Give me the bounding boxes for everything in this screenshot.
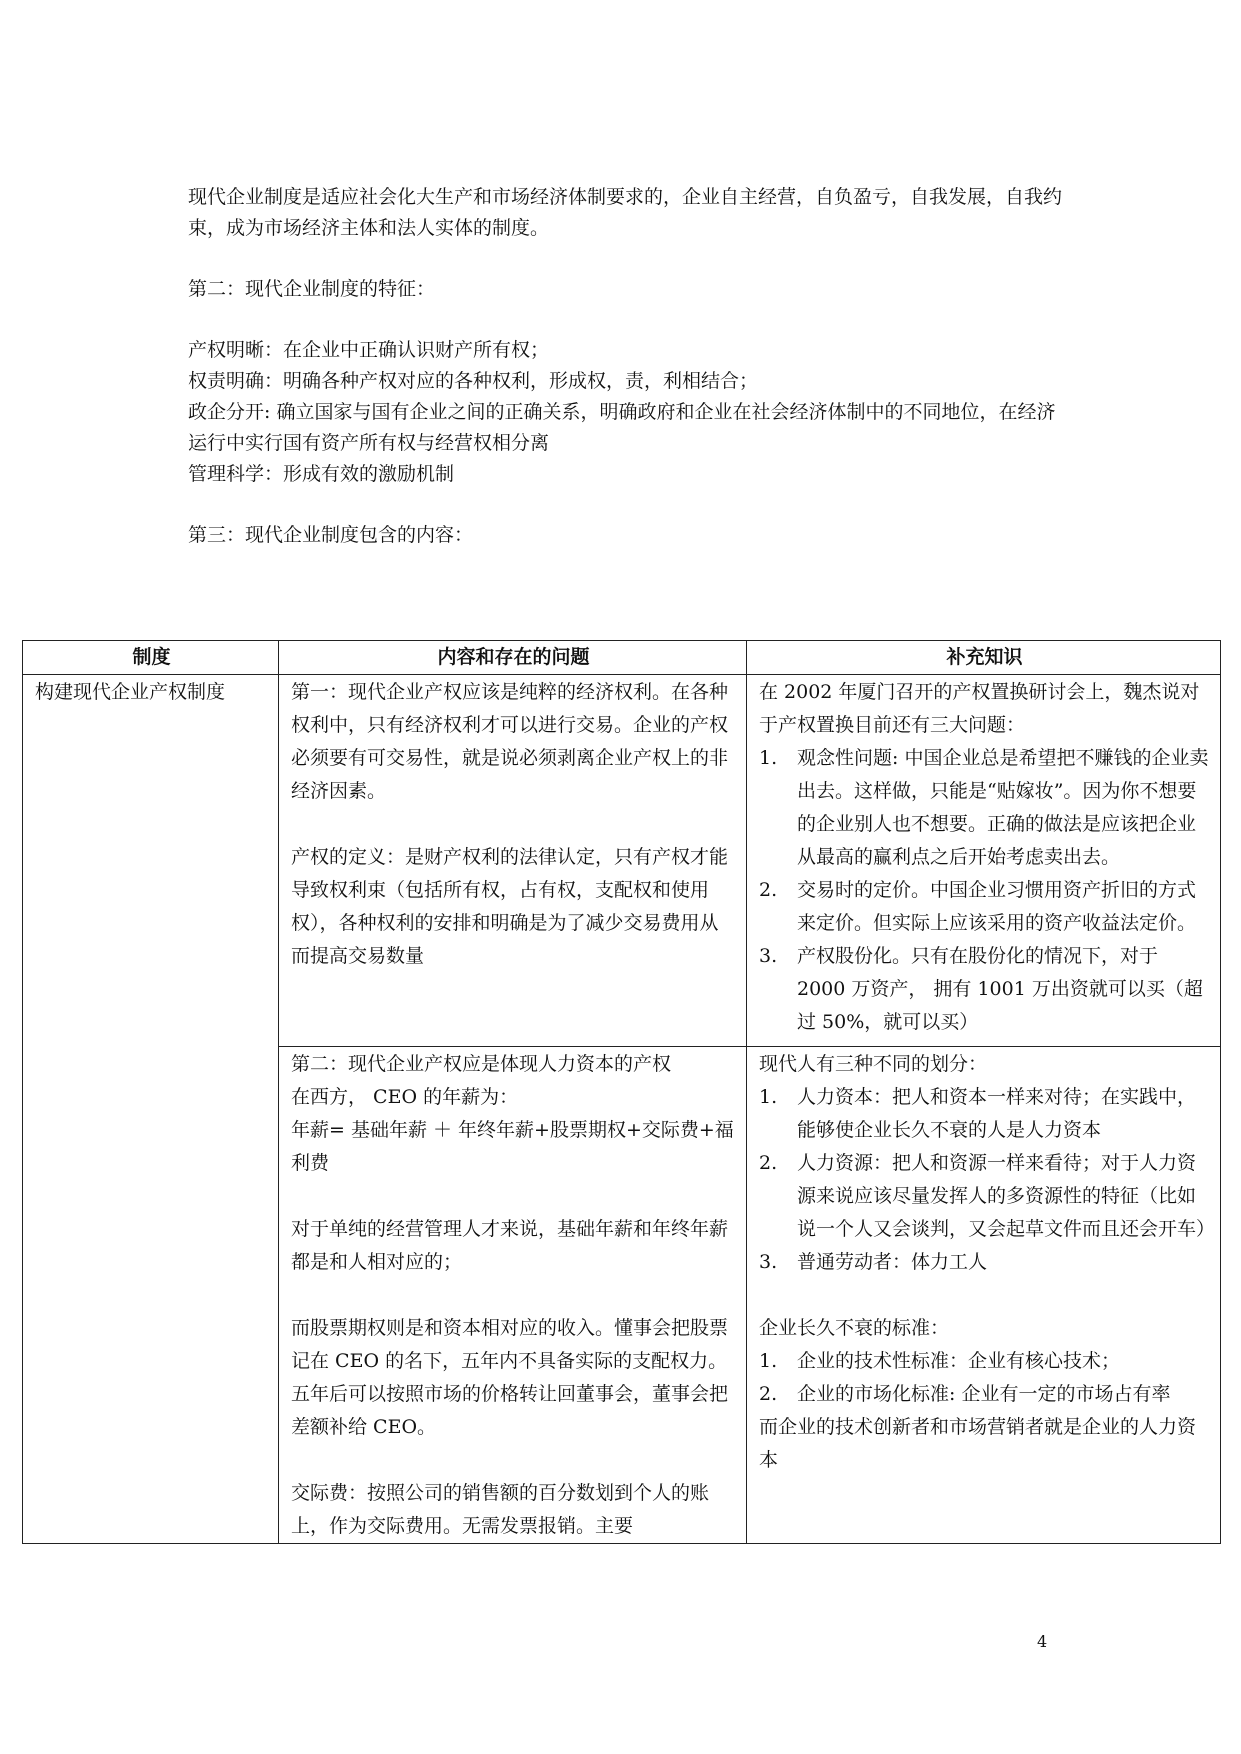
list-item	[759, 1246, 1210, 1279]
intro-section	[188, 182, 1068, 551]
list-number: 1.	[759, 1086, 778, 1108]
feature-item: 管理科学：形成有效的激励机制	[188, 463, 455, 485]
list-number: 2.	[759, 1152, 778, 1174]
list-item	[759, 1147, 1216, 1246]
supplement-intro: 现代人有三种不同的划分：	[759, 1053, 988, 1075]
spacer	[188, 244, 1068, 274]
header-system: 制度	[23, 641, 279, 675]
list-text: 人力资源：把人和资源一样来看待；对于人力资源来说应该尽量发挥人的多资源性的特征（比如说一个人又会谈判，又会起草文件而且还会开车）	[797, 1152, 1216, 1240]
list-text: 企业的技术性标准：企业有核心技术；	[797, 1350, 1121, 1372]
supplement-cell	[747, 675, 1221, 1047]
list-item	[759, 1081, 1210, 1147]
content-line: 年薪= 基础年薪 ＋ 年终年薪+股票期权+交际费+福利费	[291, 1119, 734, 1174]
content-paragraph: 交际费：按照公司的销售额的百分数划到个人的账上，作为交际费用。无需发票报销。主要	[291, 1482, 710, 1537]
content-paragraph: 产权的定义：是财产权利的法律认定，只有产权才能导致权利束（包括所有权，占有权，支配权和使用权），各种权利的安排和明确是为了减少交易费用从而提高交易数量	[291, 846, 729, 967]
list-item	[759, 1378, 1210, 1411]
list-text: 人力资本：把人和资本一样来对待；在实践中，能够使企业长久不衰的人是人力资本	[797, 1086, 1197, 1141]
list-number: 2.	[759, 1383, 778, 1405]
feature-item: 产权明晰：在企业中正确认识财产所有权；	[188, 339, 550, 361]
list-number: 1.	[759, 747, 778, 769]
feature-item: 权责明确：明确各种产权对应的各种权利，形成权，责，利相结合；	[188, 370, 759, 392]
header-content: 内容和存在的问题	[279, 641, 747, 675]
definition-paragraph: 现代企业制度是适应社会化大生产和市场经济体制要求的，企业自主经营，自负盈亏，自我发展，自我约束，成为市场经济主体和法人实体的制度。	[188, 186, 1063, 239]
list-number: 3.	[759, 945, 778, 967]
section-heading-2: 第二：现代企业制度的特征：	[188, 278, 436, 300]
feature-item: 政企分开: 确立国家与国有企业之间的正确关系，明确政府和企业在社会经济体制中的不同地位，在经济运行中实行国有资产所有权与经营权相分离	[188, 401, 1056, 454]
spacer	[188, 490, 1068, 520]
content-paragraph: 第一：现代企业产权应该是纯粹的经济权利。在各种权利中，只有经济权利才可以进行交易。企业的产权必须要有可交易性，就是说必须剥离企业产权上的非经济因素。	[291, 681, 729, 802]
spacer	[291, 1279, 736, 1312]
content-cell	[279, 1047, 747, 1544]
list-text: 产权股份化。只有在股份化的情况下，对于 2000 万资产， 拥有 1001 万出资就可以买（超过 50%，就可以买）	[797, 945, 1203, 1033]
list-text: 普通劳动者：体力工人	[797, 1251, 988, 1273]
numbered-list	[759, 1081, 1216, 1279]
supplement-intro: 在 2002 年厦门召开的产权置换研讨会上，魏杰说对于产权置换目前还有三大问题：	[759, 681, 1200, 736]
table-row	[23, 675, 1221, 1047]
standard-intro: 企业长久不衰的标准：	[759, 1317, 950, 1339]
content-line: 在西方， CEO 的年薪为：	[291, 1086, 519, 1108]
content-line: 第二：现代企业产权应是体现人力资本的产权	[291, 1053, 672, 1075]
content-cell	[279, 675, 747, 1047]
spacer	[291, 808, 736, 841]
list-item	[759, 742, 1210, 874]
header-supplement: 补充知识	[747, 641, 1221, 675]
list-item	[759, 940, 1210, 1039]
list-text: 交易时的定价。中国企业习惯用资产折旧的方式来定价。但实际上应该采用的资产收益法定价。	[797, 879, 1197, 934]
spacer	[759, 1279, 1210, 1312]
numbered-list	[759, 1345, 1210, 1411]
spacer	[291, 1180, 736, 1213]
supplement-cell	[747, 1047, 1221, 1544]
page-number: 4	[1037, 1632, 1048, 1651]
spacer	[188, 305, 1068, 335]
system-table	[22, 640, 1221, 1544]
list-number: 3.	[759, 1251, 778, 1273]
numbered-list	[759, 742, 1210, 1039]
content-paragraph: 而股票期权则是和资本相对应的收入。懂事会把股票记在 CEO 的名下，五年内不具备实际的支配权力。五年后可以按照市场的价格转让回董事会，董事会把差额补给 CEO。	[291, 1317, 729, 1438]
list-item	[759, 1345, 1210, 1378]
list-number: 2.	[759, 879, 778, 901]
list-number: 1.	[759, 1350, 778, 1372]
content-paragraph: 对于单纯的经营管理人才来说，基础年薪和年终年薪都是和人相对应的；	[291, 1218, 729, 1273]
system-cell	[23, 675, 279, 1544]
list-item	[759, 874, 1210, 940]
list-text: 企业的市场化标准: 企业有一定的市场占有率	[797, 1383, 1171, 1405]
spacer	[291, 1444, 736, 1477]
system-name: 构建现代企业产权制度	[35, 681, 226, 703]
section-heading-3: 第三：现代企业制度包含的内容：	[188, 524, 474, 546]
supplement-conclusion: 而企业的技术创新者和市场营销者就是企业的人力资本	[759, 1416, 1197, 1471]
table-header-row	[23, 641, 1221, 675]
list-text: 观念性问题: 中国企业总是希望把不赚钱的企业卖出去。这样做，只能是“贴嫁妆”。因为你不想要的企业别人也不想要。正确的做法是应该把企业从最高的赢利点之后开始考虑卖出去。	[797, 747, 1209, 868]
